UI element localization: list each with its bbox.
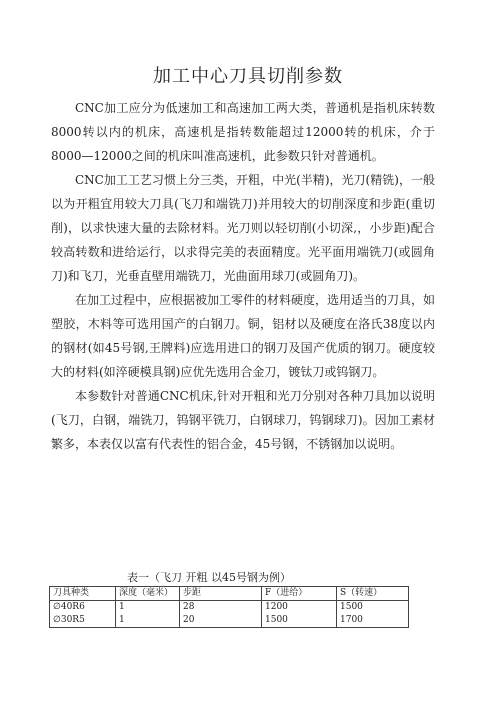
cell-feed: 1500 xyxy=(262,614,337,628)
header-speed: S（转速） xyxy=(337,587,409,601)
cell-depth: 1 xyxy=(116,614,180,628)
paragraph-material: 在加工过程中，应根据被加工零件的材料硬度，选用适当的刀具，如塑胶，木料等可选用国产的白钢刀。铜，铝材以及硬度在洛氏38度以内的钢材(如45号钢,王牌料)应选用进口的钢刀及国产优质的钢刀。硬度较大的材料(如淬硬模具钢)应优先选用合金刀，镀钛刀或钨钢刀。 xyxy=(51,293,436,379)
cell-feed: 1200 xyxy=(262,601,337,615)
cell-tool-type: ∅30R5 xyxy=(50,614,116,628)
table-header-row xyxy=(50,587,409,601)
header-tool-type: 刀具种类 xyxy=(50,587,116,601)
cell-step: 20 xyxy=(180,614,262,628)
header-feed: F（进给） xyxy=(262,587,337,601)
cell-step: 28 xyxy=(180,601,262,615)
cell-speed: 1700 xyxy=(337,614,409,628)
cutting-parameter-table xyxy=(49,586,409,628)
cell-speed: 1500 xyxy=(337,601,409,615)
paragraph-scope: 本参数针对普通CNC机床,针对开粗和光刀分别对各种刀具加以说明(飞刀，白钢，端铣刀，钨钢平铣刀，白钢球刀，钨钢球刀)。因加工素材繁多，本表仅以富有代表性的铝合金，45号钢，不锈钢加以说明。 xyxy=(51,389,435,451)
document-body xyxy=(51,96,435,456)
cell-tool-type: ∅40R6 xyxy=(50,601,116,615)
header-depth: 深度（毫米） xyxy=(116,587,180,601)
table-row xyxy=(50,614,409,628)
paragraph-process: CNC加工工艺习惯上分三类，开粗，中光(半精)，光刀(精铣)，一般以为开粗宜用较大刀具(飞刀和端铣刀)并用较大的切削深度和步距(重切削)，以求快速大量的去除材料。光刀则以轻切削(小切深,，小步距)配合较高转数和进给运行，以求得完美的表面精度。光平面用端铣刀(或圆角刀)和飞刀，光垂直壁用端铣刀，光曲面用球刀(或圆角刀)。 xyxy=(51,173,435,283)
cell-depth: 1 xyxy=(116,601,180,615)
table-caption: 表一（飞刀 开粗 以45号钢为例） xyxy=(127,571,291,584)
paragraph-intro: CNC加工应分为低速加工和高速加工两大类，普通机是指机床转数8000转以内的机床，高速机是指转数能超过12000转的机床，介于8000—12000之间的机床叫准高速机，此参数只针对普通机。 xyxy=(51,101,435,163)
document-title: 加工中心刀具切削参数 xyxy=(153,66,343,87)
header-step: 步距 xyxy=(180,587,262,601)
table-row xyxy=(50,601,409,615)
